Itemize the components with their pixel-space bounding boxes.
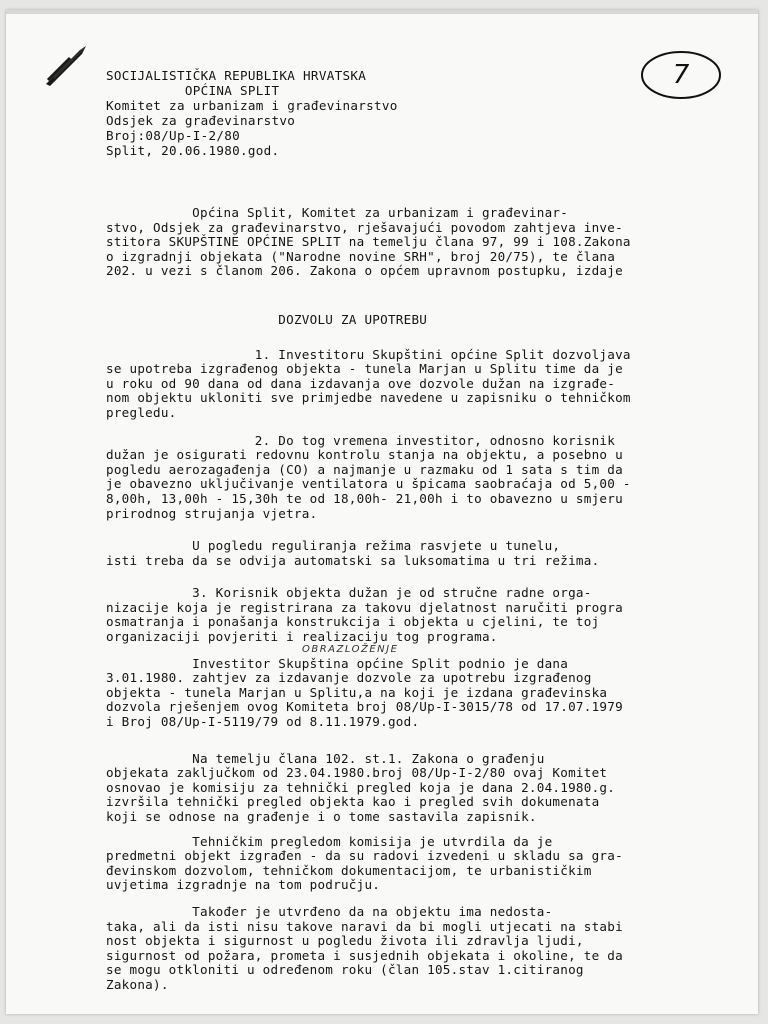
text-line: dužan je osigurati redovnu kontrolu stanja na objektu, a posebno u — [106, 447, 623, 463]
header-line: SOCIJALISTIČKA REPUBLIKA HRVATSKA — [106, 68, 367, 83]
review-paragraph — [106, 835, 716, 893]
text-line: 8,00h, 13,00h - 15,30h te od 18,00h- 21,00h i to obavezno u smjeru — [106, 490, 623, 506]
text-line: pogledu aerozagađenja (CO) a najmanje u razmaku od 1 sata s tim da — [106, 461, 623, 477]
text-line: Također je utvrđeno da na objektu ima nedosta- — [106, 903, 553, 919]
item-2-paragraph — [106, 434, 716, 522]
text-line: prirodnog strujanja vjetra. — [106, 505, 318, 521]
text-line: 202. u vezi s članom 206. Zakona o općem upravnom postupku, izdaje — [106, 263, 623, 279]
text-line: izvršila tehnički pregled objekta kao i pregled svih dokumenata — [106, 794, 600, 810]
page-number: 7 — [672, 60, 690, 90]
scan-edge — [6, 10, 758, 14]
text-line: isti treba da se odvija automatski sa luksomatima u tri režima. — [106, 552, 600, 568]
text-line: đevinskom dozvolom, tehničkom dokumentacijom, te urbanističkim — [106, 862, 592, 878]
text-line: nom objektu ukloniti sve primjedbe navedene u zapisniku o tehničkom — [106, 390, 631, 406]
text-line: predmetni objekt izgrađen - da su radovi izvedeni u skladu sa gra- — [106, 848, 623, 864]
document-header — [106, 68, 398, 158]
reasoning-paragraph — [106, 657, 716, 730]
text-line: i Broj 08/Up-I-5119/79 od 8.11.1979.god. — [106, 714, 420, 730]
text-line: dozvola rješenjem ovog Komiteta broj 08/Up-I-3015/78 od 17.07.1979 — [106, 699, 623, 715]
text-line: objekta - tunela Marjan u Splitu,a na koji je izdana građevinska — [106, 684, 608, 700]
text-line: koji se odnose na građenje i o tome sastavila zapisnik. — [106, 809, 537, 824]
page-number-stamp — [638, 48, 724, 102]
header-line: Split, 20.06.1980.god. — [106, 143, 280, 158]
handnote-row — [106, 645, 716, 657]
document-title: DOZVOLU ZA UPOTREBU — [106, 311, 428, 327]
text-line: 3. Korisnik objekta dužan je od stručne radne orga- — [106, 585, 592, 601]
header-line: Komitet za urbanizam i građevinarstvo — [106, 98, 398, 113]
item-1-paragraph — [106, 348, 716, 421]
pen-stroke-mark-icon — [40, 40, 92, 92]
defects-paragraph — [106, 905, 716, 993]
handwritten-heading: OBRAZLOŽENJE — [302, 643, 399, 655]
document-page — [6, 10, 758, 1014]
text-line: Investitor Skupština općine Split podnio je dana — [106, 655, 569, 671]
text-line: u roku od 90 dana od dana izdavanja ove dozvole dužan na izgrađe- — [106, 375, 616, 391]
lighting-paragraph — [106, 539, 716, 568]
text-line: je obavezno uključivanje ventilatora u špicama saobraćaja od 5,00 - — [106, 476, 631, 492]
text-line: nost objekta i sigurnost u pogledu života ili zdravlja ljudi, — [106, 933, 584, 949]
text-line: Tehničkim pregledom komisija je utvrdila da je — [106, 833, 553, 849]
header-line: Odsjek za građevinarstvo — [106, 113, 296, 128]
text-line: Na temelju člana 102. st.1. Zakona o građenju — [106, 750, 545, 766]
intro-paragraph — [106, 206, 716, 279]
text-line: osnovao je komisiju za tehnički pregled koja je dana 2.04.1980.g. — [106, 779, 616, 795]
header-line: OPĆINA SPLIT — [106, 83, 280, 98]
text-line: 1. Investitoru Skupštini općine Split dozvoljava — [106, 346, 631, 362]
text-line: sigurnost od požara, prometa i susjednih objekata i okoline, te da — [106, 947, 623, 963]
document-body — [106, 206, 716, 993]
text-line: nizacije koja je registrirana za takovu djelatnost naručiti progra — [106, 599, 623, 615]
text-line: pregledu. — [106, 404, 177, 420]
header-line: Broj:08/Up-I-2/80 — [106, 128, 240, 143]
text-line: uvjetima izgradnje na tom području. — [106, 877, 381, 893]
text-line: stitora SKUPŠTINE OPĆINE SPLIT na temelju člana 97, 99 i 108.Zakona — [106, 234, 631, 250]
text-line: stvo, Odsjek za građevinarstvo, rješavajući povodom zahtjeva inve- — [106, 219, 623, 235]
text-line: se mogu otkloniti u određenom roku (član 105.stav 1.citiranog — [106, 962, 584, 978]
commission-paragraph — [106, 752, 716, 825]
text-line: taka, ali da isti nisu takove naravi da bi mogli utjecati na stabi — [106, 918, 623, 934]
text-line: se upotreba izgrađenog objekta - tunela Marjan u Splitu time da je — [106, 361, 623, 377]
item-3-paragraph — [106, 586, 716, 644]
text-line: organizaciji povjeriti i realizaciju tog programa. — [106, 629, 498, 645]
text-line: osmatranja i ponašanja konstrukcija i objekta u cjelini, te toj — [106, 614, 600, 630]
text-line: 2. Do tog vremena investitor, odnosno korisnik — [106, 432, 616, 448]
text-line: objekata zaključkom od 23.04.1980.broj 08/Up-I-2/80 ovaj Komitet — [106, 765, 608, 781]
text-line: 3.01.1980. zahtjev za izdavanje dozvole za upotrebu izgrađenog — [106, 670, 592, 686]
text-line: Zakona). — [106, 976, 169, 992]
text-line: Općina Split, Komitet za urbanizam i građevinar- — [106, 205, 569, 220]
text-line: o izgradnji objekata ("Narodne novine SRH", broj 20/75), te člana — [106, 248, 616, 264]
text-line: U pogledu reguliranja režima rasvjete u tunelu, — [106, 538, 561, 554]
